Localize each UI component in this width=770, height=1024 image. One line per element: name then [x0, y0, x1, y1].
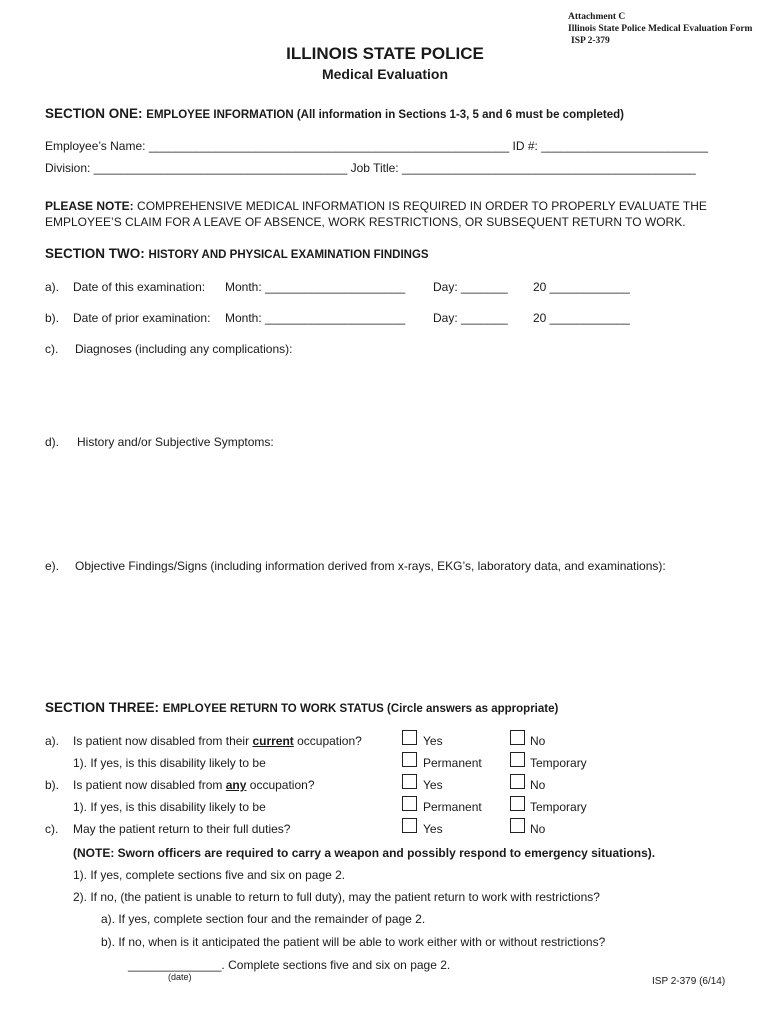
please-note	[45, 199, 735, 230]
question-text: Is patient now disabled from their	[73, 734, 253, 748]
employee-name-field[interactable]: Employee’s Name: ______________________________________________________ ID #: _________________________	[45, 139, 709, 153]
prior-day-field[interactable]: Day: _______	[433, 311, 508, 325]
attachment-line-1: Attachment C	[568, 12, 626, 22]
exam-month-field[interactable]: Month: _____________________	[225, 280, 406, 294]
item-b-label: b).	[45, 311, 60, 325]
emphasis-current: current	[252, 734, 294, 748]
checkbox-3a-no[interactable]	[510, 730, 525, 745]
date-caption: (date)	[168, 972, 192, 982]
please-note-text: COMPREHENSIVE MEDICAL INFORMATION IS REQUIRED IN ORDER TO PROPERLY EVALUATE THE EMPLOYEE’S CLAIM FOR A LEAVE OF ABSENCE, WORK RESTRICTIONS, OR SUBSEQUENT RETURN TO WORK.	[45, 199, 707, 229]
division-job-title-field[interactable]: Division: ______________________________________ Job Title: ____________________________________________	[45, 161, 696, 175]
attachment-line-2: Illinois State Police Medical Evaluation Form	[568, 24, 753, 34]
question-text-end: occupation?	[246, 778, 315, 792]
checkbox-3c-yes[interactable]	[402, 818, 417, 833]
label-3b-no: No	[530, 778, 546, 792]
section-three-description: EMPLOYEE RETURN TO WORK STATUS (Circle answers as appropriate)	[162, 703, 559, 715]
checkbox-3a1-temporary[interactable]	[510, 752, 525, 767]
checkbox-3a-yes[interactable]	[402, 730, 417, 745]
objective-findings-label: Objective Findings/Signs (including information derived from x-rays, EKG’s, laboratory data, and examinations):	[75, 559, 666, 573]
item-3b-label: b).	[45, 778, 60, 792]
checkbox-3b-yes[interactable]	[402, 774, 417, 789]
label-3c-yes: Yes	[423, 822, 443, 836]
emphasis-any: any	[225, 778, 247, 792]
anticipated-date-field[interactable]: ______________. Complete sections five and six on page 2.	[128, 958, 451, 972]
sworn-officers-note: (NOTE: Sworn officers are required to carry a weapon and possibly respond to emergency situations).	[73, 846, 656, 860]
label-3b1-permanent: Permanent	[423, 800, 482, 814]
checkbox-3a1-permanent[interactable]	[402, 752, 417, 767]
label-3a-no: No	[530, 734, 546, 748]
prior-year-field[interactable]: 20 ____________	[533, 311, 630, 325]
section-three-label: SECTION THREE:	[45, 700, 160, 715]
instruction-c2: 2). If no, (the patient is unable to return to full duty), may the patient return to work with restrictions?	[73, 890, 600, 904]
section-one-label: SECTION ONE:	[45, 106, 143, 121]
item-e-label: e).	[45, 559, 60, 573]
item-3a-label: a).	[45, 734, 60, 748]
section-two-description: HISTORY AND PHYSICAL EXAMINATION FINDINGS	[148, 249, 429, 261]
checkbox-3b1-permanent[interactable]	[402, 796, 417, 811]
question-text: Is patient now disabled from	[73, 778, 226, 792]
section-three-heading	[45, 700, 558, 715]
page-subtitle: Medical Evaluation	[321, 66, 449, 82]
exam-year-field[interactable]: 20 ____________	[533, 280, 630, 294]
exam-day-field[interactable]: Day: _______	[433, 280, 508, 294]
please-note-label: PLEASE NOTE:	[45, 199, 134, 213]
instruction-c1: 1). If yes, complete sections five and six on page 2.	[73, 868, 346, 882]
label-3a1-temporary: Temporary	[530, 756, 587, 770]
label-3c-no: No	[530, 822, 546, 836]
instruction-c2b: b). If no, when is it anticipated the patient will be able to work either with or without restrictions?	[101, 935, 606, 949]
item-a-label: a).	[45, 280, 60, 294]
full-duties-question: May the patient return to their full duties?	[73, 822, 291, 836]
section-two-label: SECTION TWO:	[45, 246, 145, 261]
checkbox-3b1-temporary[interactable]	[510, 796, 525, 811]
current-occupation-question	[73, 734, 362, 748]
label-3b1-temporary: Temporary	[530, 800, 587, 814]
form-id-footer: ISP 2-379 (6/14)	[652, 976, 726, 987]
section-two-heading	[45, 246, 429, 261]
label-3a-yes: Yes	[423, 734, 443, 748]
label-3a1-permanent: Permanent	[423, 756, 482, 770]
checkbox-3b-no[interactable]	[510, 774, 525, 789]
item-3c-label: c).	[45, 822, 59, 836]
history-symptoms-label: History and/or Subjective Symptoms:	[77, 435, 274, 449]
section-one-description: EMPLOYEE INFORMATION (All information in Sections 1-3, 5 and 6 must be completed)	[146, 109, 625, 121]
prior-exam-date-label: Date of prior examination:	[73, 311, 211, 325]
any-occupation-question	[73, 778, 315, 792]
item-d-label: d).	[45, 435, 60, 449]
question-text-end: occupation?	[293, 734, 362, 748]
checkbox-3c-no[interactable]	[510, 818, 525, 833]
prior-month-field[interactable]: Month: _____________________	[225, 311, 406, 325]
instruction-c2a: a). If yes, complete section four and the remainder of page 2.	[101, 912, 426, 926]
disability-duration-question-a: 1). If yes, is this disability likely to be	[73, 756, 266, 770]
item-c-label: c).	[45, 342, 59, 356]
exam-date-label: Date of this examination:	[73, 280, 206, 294]
section-one-heading	[45, 106, 624, 121]
label-3b-yes: Yes	[423, 778, 443, 792]
page-title: ILLINOIS STATE POLICE	[286, 44, 484, 63]
disability-duration-question-b: 1). If yes, is this disability likely to be	[73, 800, 266, 814]
diagnoses-label: Diagnoses (including any complications):	[75, 342, 293, 356]
attachment-line-3: ISP 2-379	[571, 36, 610, 46]
